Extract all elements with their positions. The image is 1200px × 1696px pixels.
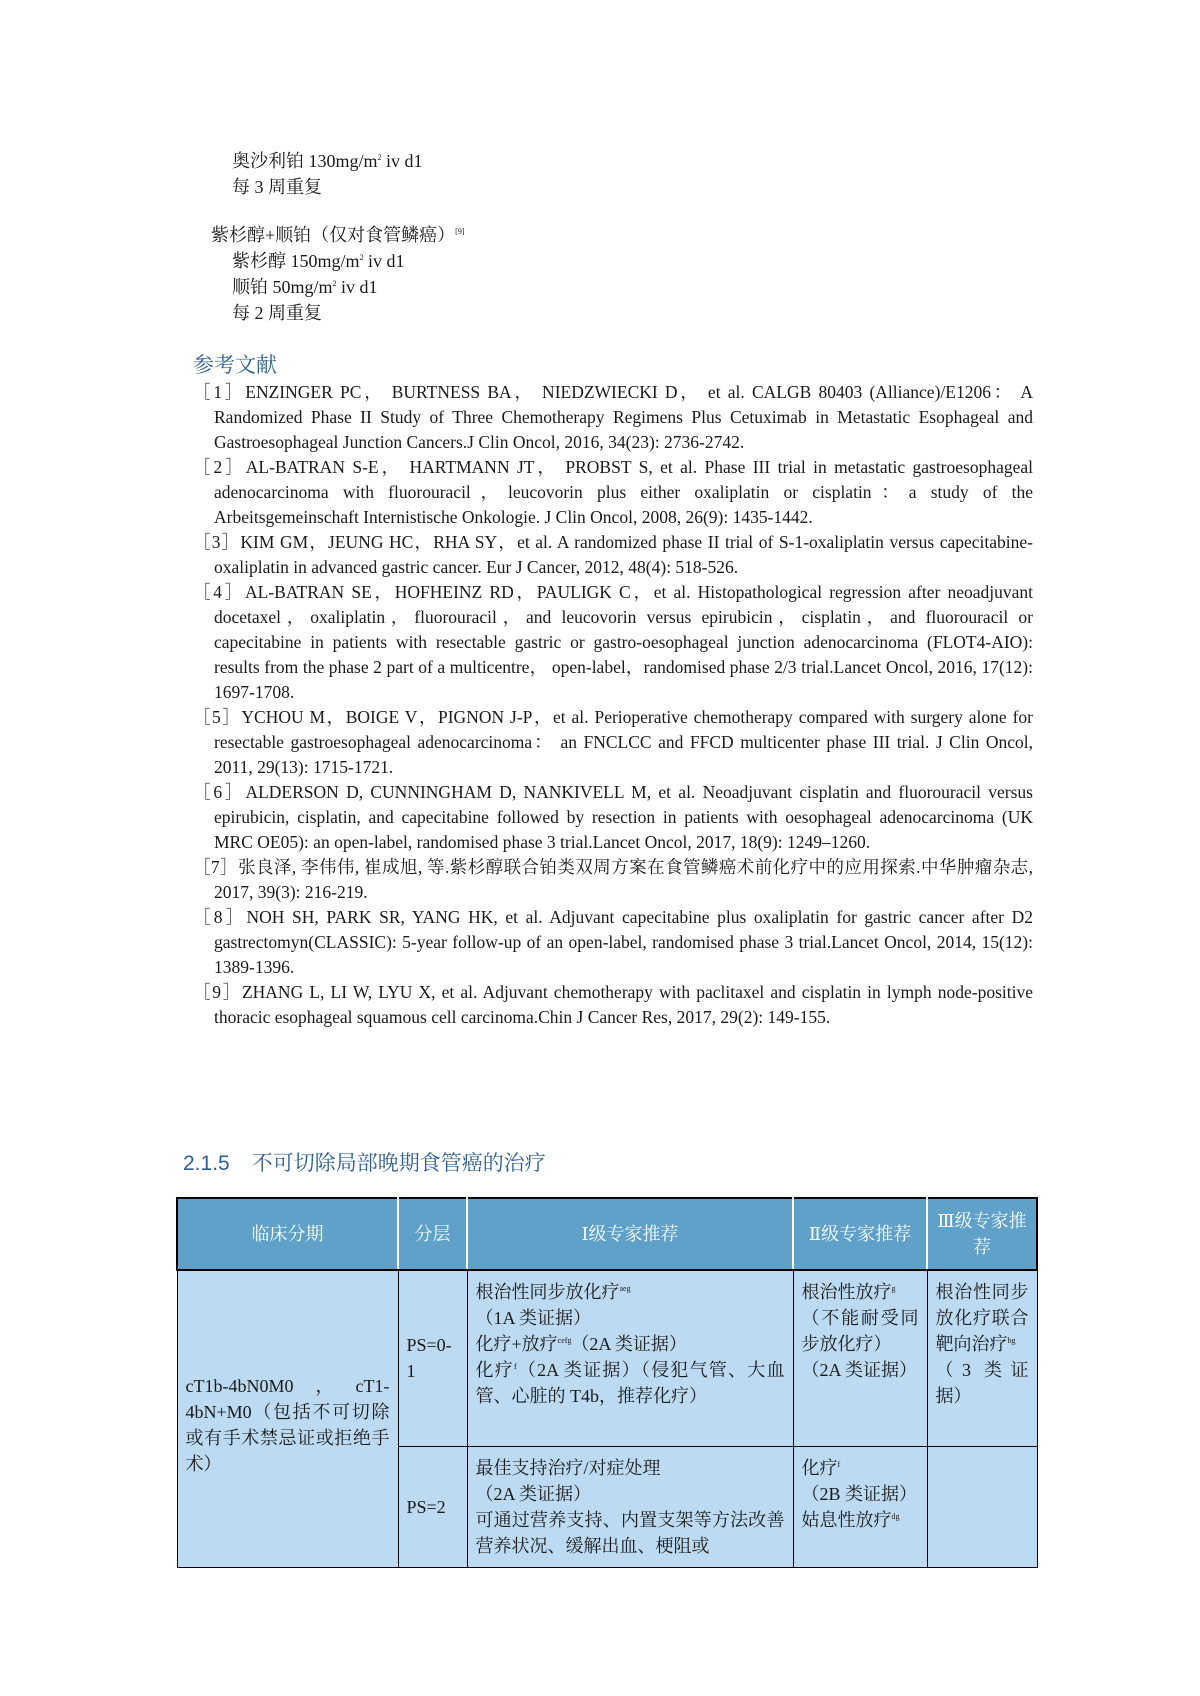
level2-cell: 根治性放疗$^g$ （不能耐受同步放化疗） （2A 类证据） (793, 1270, 927, 1446)
level1-cell: 最佳支持治疗/对症处理 （2A 类证据） 可通过营养支持、内置支架等方法改善营养状况、缓解出血、梗阻或 (467, 1446, 793, 1567)
header-level2: Ⅱ级专家推荐 (793, 1198, 927, 1270)
treatment-table (176, 1197, 1038, 1568)
reference-item: ［5］YCHOU M，BOIGE V，PIGNON J-P，et al. Perioperative chemotherapy compared with surgery alone for resectable gastroesophageal adenocarcinoma： an FNCLCC and FFCD multicenter phase III trial. J Clin Oncol, 2011, 29(13): 1715-1721. (193, 707, 1033, 777)
level3-cell: 根治性同步放化疗联合靶向治疗$^{bg}$ （3 类证据） (927, 1270, 1037, 1446)
section-title: 不可切除局部晚期食管癌的治疗 (251, 1152, 546, 1175)
layer-cell: PS=0-1 (398, 1270, 467, 1446)
section-number: 2.1.5 (183, 1152, 230, 1175)
reference-item: ［9］ZHANG L, LI W, LYU X, et al. Adjuvant chemotherapy with paclitaxel and cisplatin in lymph node-positive thoracic esophageal squamous cell carcinoma.Chin J Cancer Res, 2017, 29(2): 149-155. (193, 982, 1033, 1027)
header-level1: Ⅰ级专家推荐 (467, 1198, 793, 1270)
regimen-line: 奥沙利铂 $130mg/m^2$ iv d1 (232, 151, 423, 171)
level3-cell-empty (927, 1446, 1037, 1567)
header-layer: 分层 (398, 1198, 467, 1270)
regimen-line: 紫杉醇 $150mg/m^2$ iv d1 (232, 251, 405, 271)
reference-item: ［7］张良泽, 李伟伟, 崔成旭, 等.紫杉醇联合铂类双周方案在食管鳞癌术前化疗中的应用探索.中华肿瘤杂志, 2017, 39(3): 216-219. (193, 857, 1033, 902)
regimen-line: 每 3 周重复 (232, 177, 322, 197)
reference-item: ［3］KIM GM，JEUNG HC，RHA SY，et al. A randomized phase II trial of S-1-oxaliplatin versus capecitabine-oxaliplatin in advanced gastric cancer. Eur J Cancer, 2012, 48(4): 518-526. (193, 532, 1033, 577)
regimen-continued (232, 148, 423, 200)
reference-list (193, 380, 1033, 1030)
regimen-line: 每 2 周重复 (232, 303, 322, 323)
regimen-line: 顺铂 $50mg/m^2$ iv d1 (232, 277, 378, 297)
reference-item: ［1］ENZINGER PC， BURTNESS BA， NIEDZWIECKI D， et al. CALGB 80403 (Alliance)/E1206： A Randomized Phase II Study of Three Chemotherapy Regimens Plus Cetuximab in Metastatic Esophageal and Gastroesophageal Junction Cancers.J Clin Oncol, 2016, 34(23): 2736-2742. (193, 382, 1034, 452)
level1-cell: 根治性同步放化疗$^{aeg}$ （1A 类证据） 化疗+放疗$^{cefg}$（2A 类证据） 化疗$^f$（2A 类证据）（侵犯气管、大血管、心脏的 T4b，推荐化疗） (467, 1270, 793, 1446)
clinical-stage-cell: cT1b-4bN0M0，cT1-4bN+M0（包括不可切除或有手术禁忌证或拒绝手术） (177, 1270, 398, 1567)
reference-item: ［4］AL-BATRAN SE，HOFHEINZ RD，PAULIGK C，et al. Histopathological regression after neoadjuvant docetaxel，oxaliplatin，fluorouracil，and leucovorin versus epirubicin，cisplatin，and fluorouracil or capecitabine in patients with resectable gastric or gastro-oesophageal junction adenocarcinoma (FLOT4-AIO): results from the phase 2 part of a multicentre， open-label，randomised phase 2/3 trial.Lancet Oncol, 2016, 17(12): 1697-1708. (193, 582, 1033, 702)
header-level3: Ⅲ级专家推荐 (927, 1198, 1037, 1270)
regimen-paclitaxel-cisplatin (211, 222, 464, 326)
regimen-title: 紫杉醇+顺铂（仅对食管鳞癌）[9] (211, 225, 465, 245)
layer-cell: PS=2 (398, 1446, 467, 1567)
table-row (177, 1270, 1037, 1446)
reference-item: ［6］ALDERSON D, CUNNINGHAM D, NANKIVELL M, et al. Neoadjuvant cisplatin and fluorouracil versus epirubicin, cisplatin, and capecitabine followed by resection in patients with oesophageal adenocarcinoma (UK MRC OE05): an open-label, randomised phase 3 trial.Lancet Oncol, 2017, 18(9): 1249–1260. (193, 782, 1033, 852)
table-header-row (177, 1198, 1037, 1270)
reference-item: ［2］AL-BATRAN S-E， HARTMANN JT， PROBST S, et al. Phase III trial in metastatic gastroesophageal adenocarcinoma with fluorouracil，leucovorin plus either oxaliplatin or cisplatin：a study of the Arbeitsgemeinschaft Internistische Onkologie. J Clin Oncol, 2008, 26(9): 1435-1442. (193, 457, 1034, 527)
level2-cell: 化疗$^f$ （2B 类证据） 姑息性放疗$^{dg}$ (793, 1446, 927, 1567)
references-heading: 参考文献 (193, 353, 277, 377)
section-heading (183, 1147, 546, 1177)
reference-item: ［8］NOH SH, PARK SR, YANG HK, et al. Adjuvant capecitabine plus oxaliplatin for gastric cancer after D2 gastrectomyn(CLASSIC): 5-year follow-up of an open-label, randomised phase 3 trial.Lancet Oncol, 2014, 15(12): 1389-1396. (193, 907, 1033, 977)
header-clinical-stage: 临床分期 (177, 1198, 398, 1270)
